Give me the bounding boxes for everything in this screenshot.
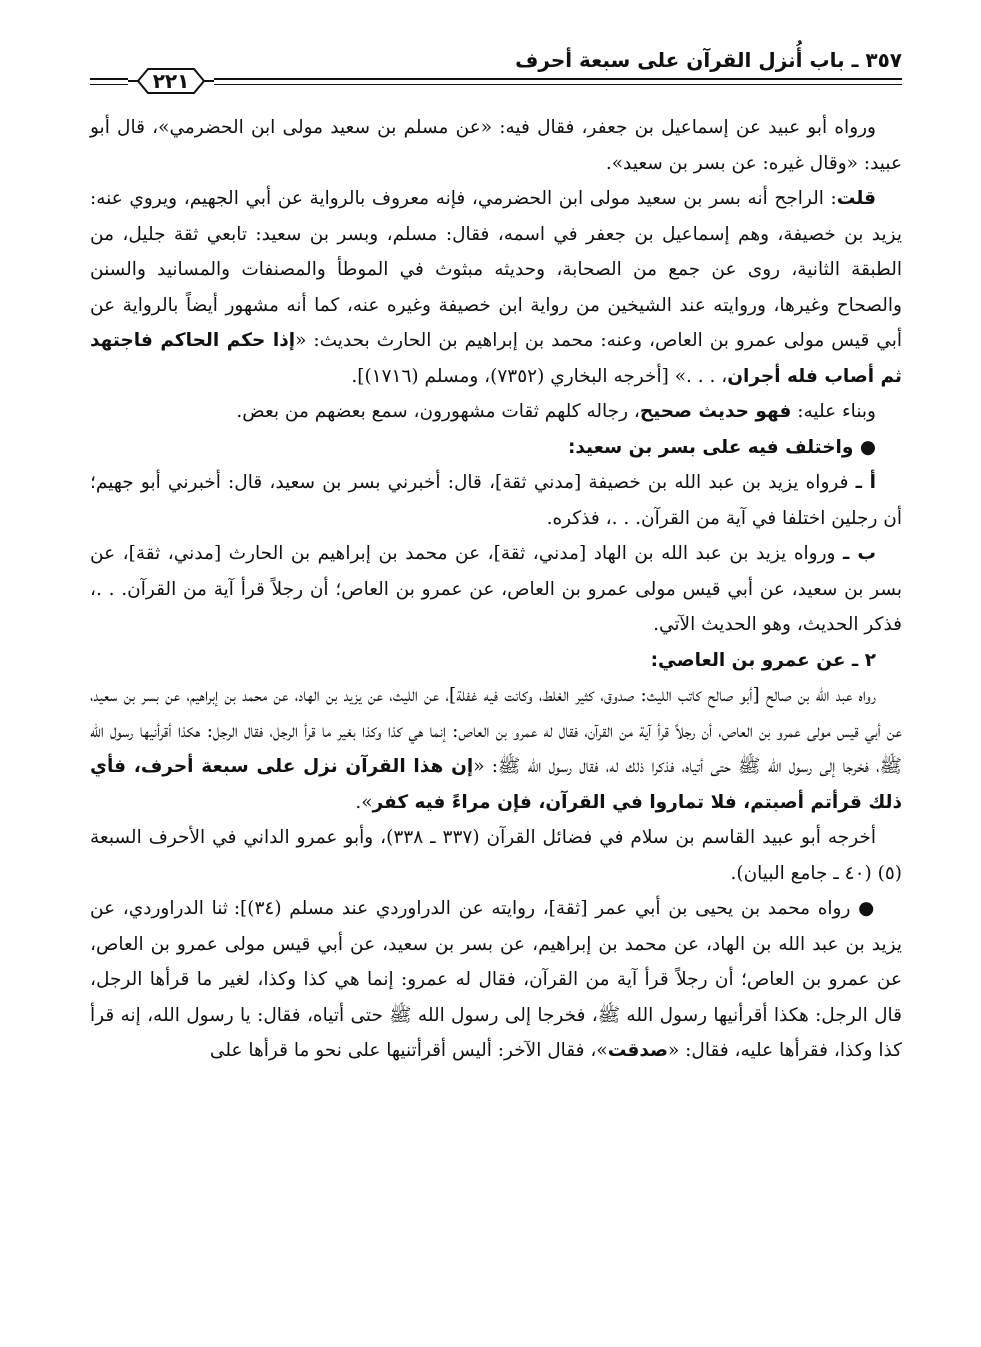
paragraph-5: أخرجه أبو عبيد القاسم بن سلام في فضائل القرآن (٣٣٧ ـ ٣٣٨)، وأبو عمرو الداني في الأحرف السبعة (٥) (٤٠ ـ جامع البيان). xyxy=(90,827,902,884)
section-heading-amr: ٢ ـ عن عمرو بن العاصي: xyxy=(650,649,876,671)
section-heading-bisr: ● واختلف فيه على بسر بن سعيد: xyxy=(567,436,876,458)
paragraph-alif: أ ـ فرواه يزيد بن عبد الله بن خصيفة [مدني ثقة]، قال: أخبرني بسر بن سعيد، قال: أخبرني أبو جهيم؛ أن رجلين اختلفا في آية من القرآن. . .، فذكره. xyxy=(90,472,902,529)
page-number: ٢٢١ xyxy=(152,69,190,93)
body-text xyxy=(90,110,902,1069)
paragraph-2: قلت: الراجح أنه بسر بن سعيد مولى ابن الحضرمي، فإنه معروف بالرواية عن أبي الجهيم، ويروي عنه: يزيد بن خصيفة، وهم إسماعيل بن جعفر في اسمه، فقال: مسلم، وبسر بن سعيد: تابعي ثقة جليل، من الطبقة الثانية، روى عن جمع من الصحابة، وحديثه مبثوث في الموطأ والمصنفات والمسانيد والسنن والصحاح وغيرها، وروايته عند الشيخين من رواية ابن خصيفة وغيره عنه، كما أنه مشهور أيضاً بالرواية عن أبي قيس مولى عمرو بن العاص، وعنه: محمد بن إبراهيم بن الحارث بحديث: «إذا حكم الحاكم فاجتهد ثم أصاب فله أجران، . . .» [أخرجه البخاري (٧٣٥٢)، ومسلم (١٧١٦)]. xyxy=(90,188,902,387)
paragraph-6: ● رواه محمد بن يحيى بن أبي عمر [ثقة]، روايته عن الدراوردي عند مسلم (٣٤)]: ثنا الدراوردي، عن يزيد بن عبد الله بن الهاد، عن محمد بن إبراهيم، عن بسر بن سعيد، عن أبي قيس مولى عمرو بن العاص، عن عمرو بن العاص؛ أن رجلاً قرأ آية من القرآن، فقال له عمرو: إنما هي كذا وكذا، لغير ما قرأها الرجل، قال الرجل: هكذا أقرأنيها رسول الله ﷺ، فخرجا إلى رسول الله ﷺ حتى أتياه، فقال: يا رسول الله، إنه قرأ كذا وكذا، فقرأها عليه، فقال: «صدقت»، فقال الآخر: أليس أقرأتنيها على نحو ما قرأها على xyxy=(90,898,902,1061)
paragraph-4: رواه عبد الله بن صالح [أبو صالح كاتب الليث: صدوق، كثير الغلط، وكانت فيه غفلة]، عن الليث، عن يزيد بن الهاد، عن محمد بن إبراهيم، عن بسر بن سعيد، عن أبي قيس مولى عمرو بن العاص، أن رجلاً قرأ آية من القرآن، فقال له عمرو بن العاص: إنما هي كذا وكذا بغير ما قرأ الرجل، فقال الرجل: هكذا أقرأنيها رسول الله ﷺ، فخرجا إلى رسول الله ﷺ حتى أتياه، فذكرا ذلك له، فقال رسول الله ﷺ: «إن هذا القرآن نزل على سبعة أحرف، فأي ذلك قرأتم أصبتم، فلا تماروا في القرآن، فإن مراءً فيه كفر». xyxy=(90,685,902,813)
paragraph-1: ورواه أبو عبيد عن إسماعيل بن جعفر، فقال فيه: «عن مسلم بن سعيد مولى ابن الحضرمي»، قال أبو عبيد: «وقال غيره: عن بسر بن سعيد». xyxy=(90,117,902,174)
page-number-ornament xyxy=(128,66,214,96)
paragraph-ba: ب ـ ورواه يزيد بن عبد الله بن الهاد [مدني، ثقة]، عن محمد بن إبراهيم بن الحارث [مدني، ثقة]، عن بسر بن سعيد، عن أبي قيس مولى عمرو بن العاص، عن عمرو بن العاص؛ أن رجلاً قرأ آية من القرآن. . .، فذكر الحديث، وهو الحديث الآتي. xyxy=(90,543,902,635)
chapter-title: ٣٥٧ ـ باب أُنزل القرآن على سبعة أحرف xyxy=(515,48,902,72)
page-header xyxy=(90,42,902,94)
paragraph-3: وبناء عليه: فهو حديث صحيح، رجاله كلهم ثقات مشهورون، سمع بعضهم من بعض. xyxy=(236,401,876,422)
